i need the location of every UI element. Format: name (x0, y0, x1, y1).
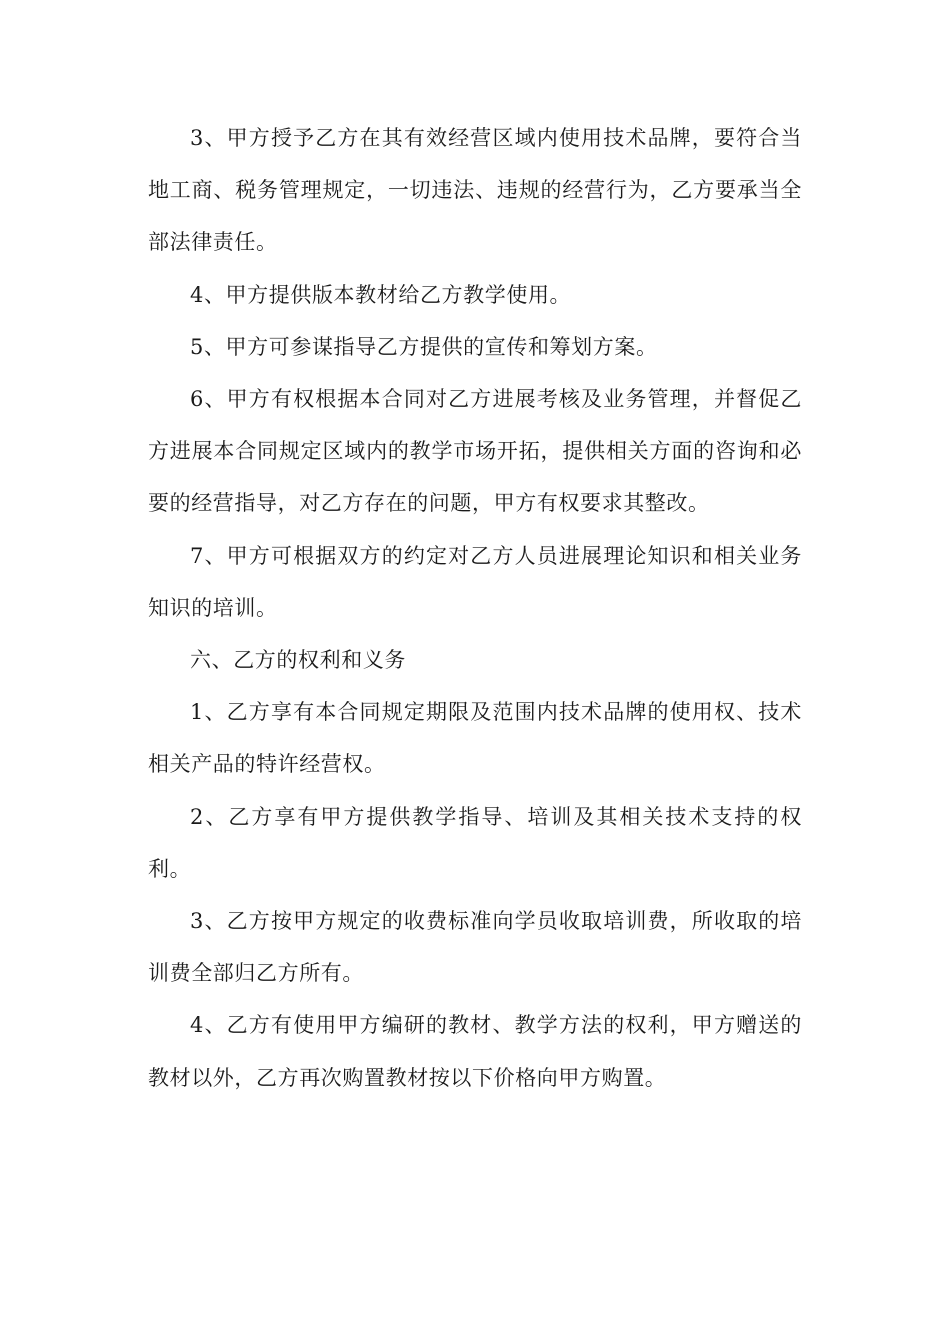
clause-party-a-4: 4、甲方提供版本教材给乙方教学使用。 (190, 282, 572, 307)
clause-party-a-3: 3、甲方授予乙方在其有效经营区域内使用技术品牌，要符合当地工商、税务管理规定，一切违法、违规的经营行为，乙方要承当全部法律责任。 (148, 126, 802, 255)
clause-party-b-2: 2、乙方享有甲方提供教学指导、培训及其相关技术支持的权利。 (148, 804, 802, 881)
clause-party-a-6: 6、甲方有权根据本合同对乙方进展考核及业务管理，并督促乙方进展本合同规定区域内的教学市场开拓，提供相关方面的咨询和必要的经营指导，对乙方存在的问题，甲方有权要求其整改。 (148, 387, 802, 516)
clause-party-b-4: 4、乙方有使用甲方编研的教材、教学方法的权利，甲方赠送的教材以外，乙方再次购置教材按以下价格向甲方购置。 (148, 1013, 802, 1090)
section-heading-party-b: 六、乙方的权利和义务 (190, 648, 406, 673)
clause-party-a-5: 5、甲方可参谋指导乙方提供的宣传和筹划方案。 (190, 334, 658, 359)
document-body (148, 112, 802, 1104)
clause-party-a-7: 7、甲方可根据双方的约定对乙方人员进展理论知识和相关业务知识的培训。 (148, 543, 802, 620)
clause-party-b-3: 3、乙方按甲方规定的收费标准向学员收取培训费，所收取的培训费全部归乙方所有。 (148, 909, 802, 986)
clause-party-b-1: 1、乙方享有本合同规定期限及范围内技术品牌的使用权、技术相关产品的特许经营权。 (148, 700, 802, 777)
